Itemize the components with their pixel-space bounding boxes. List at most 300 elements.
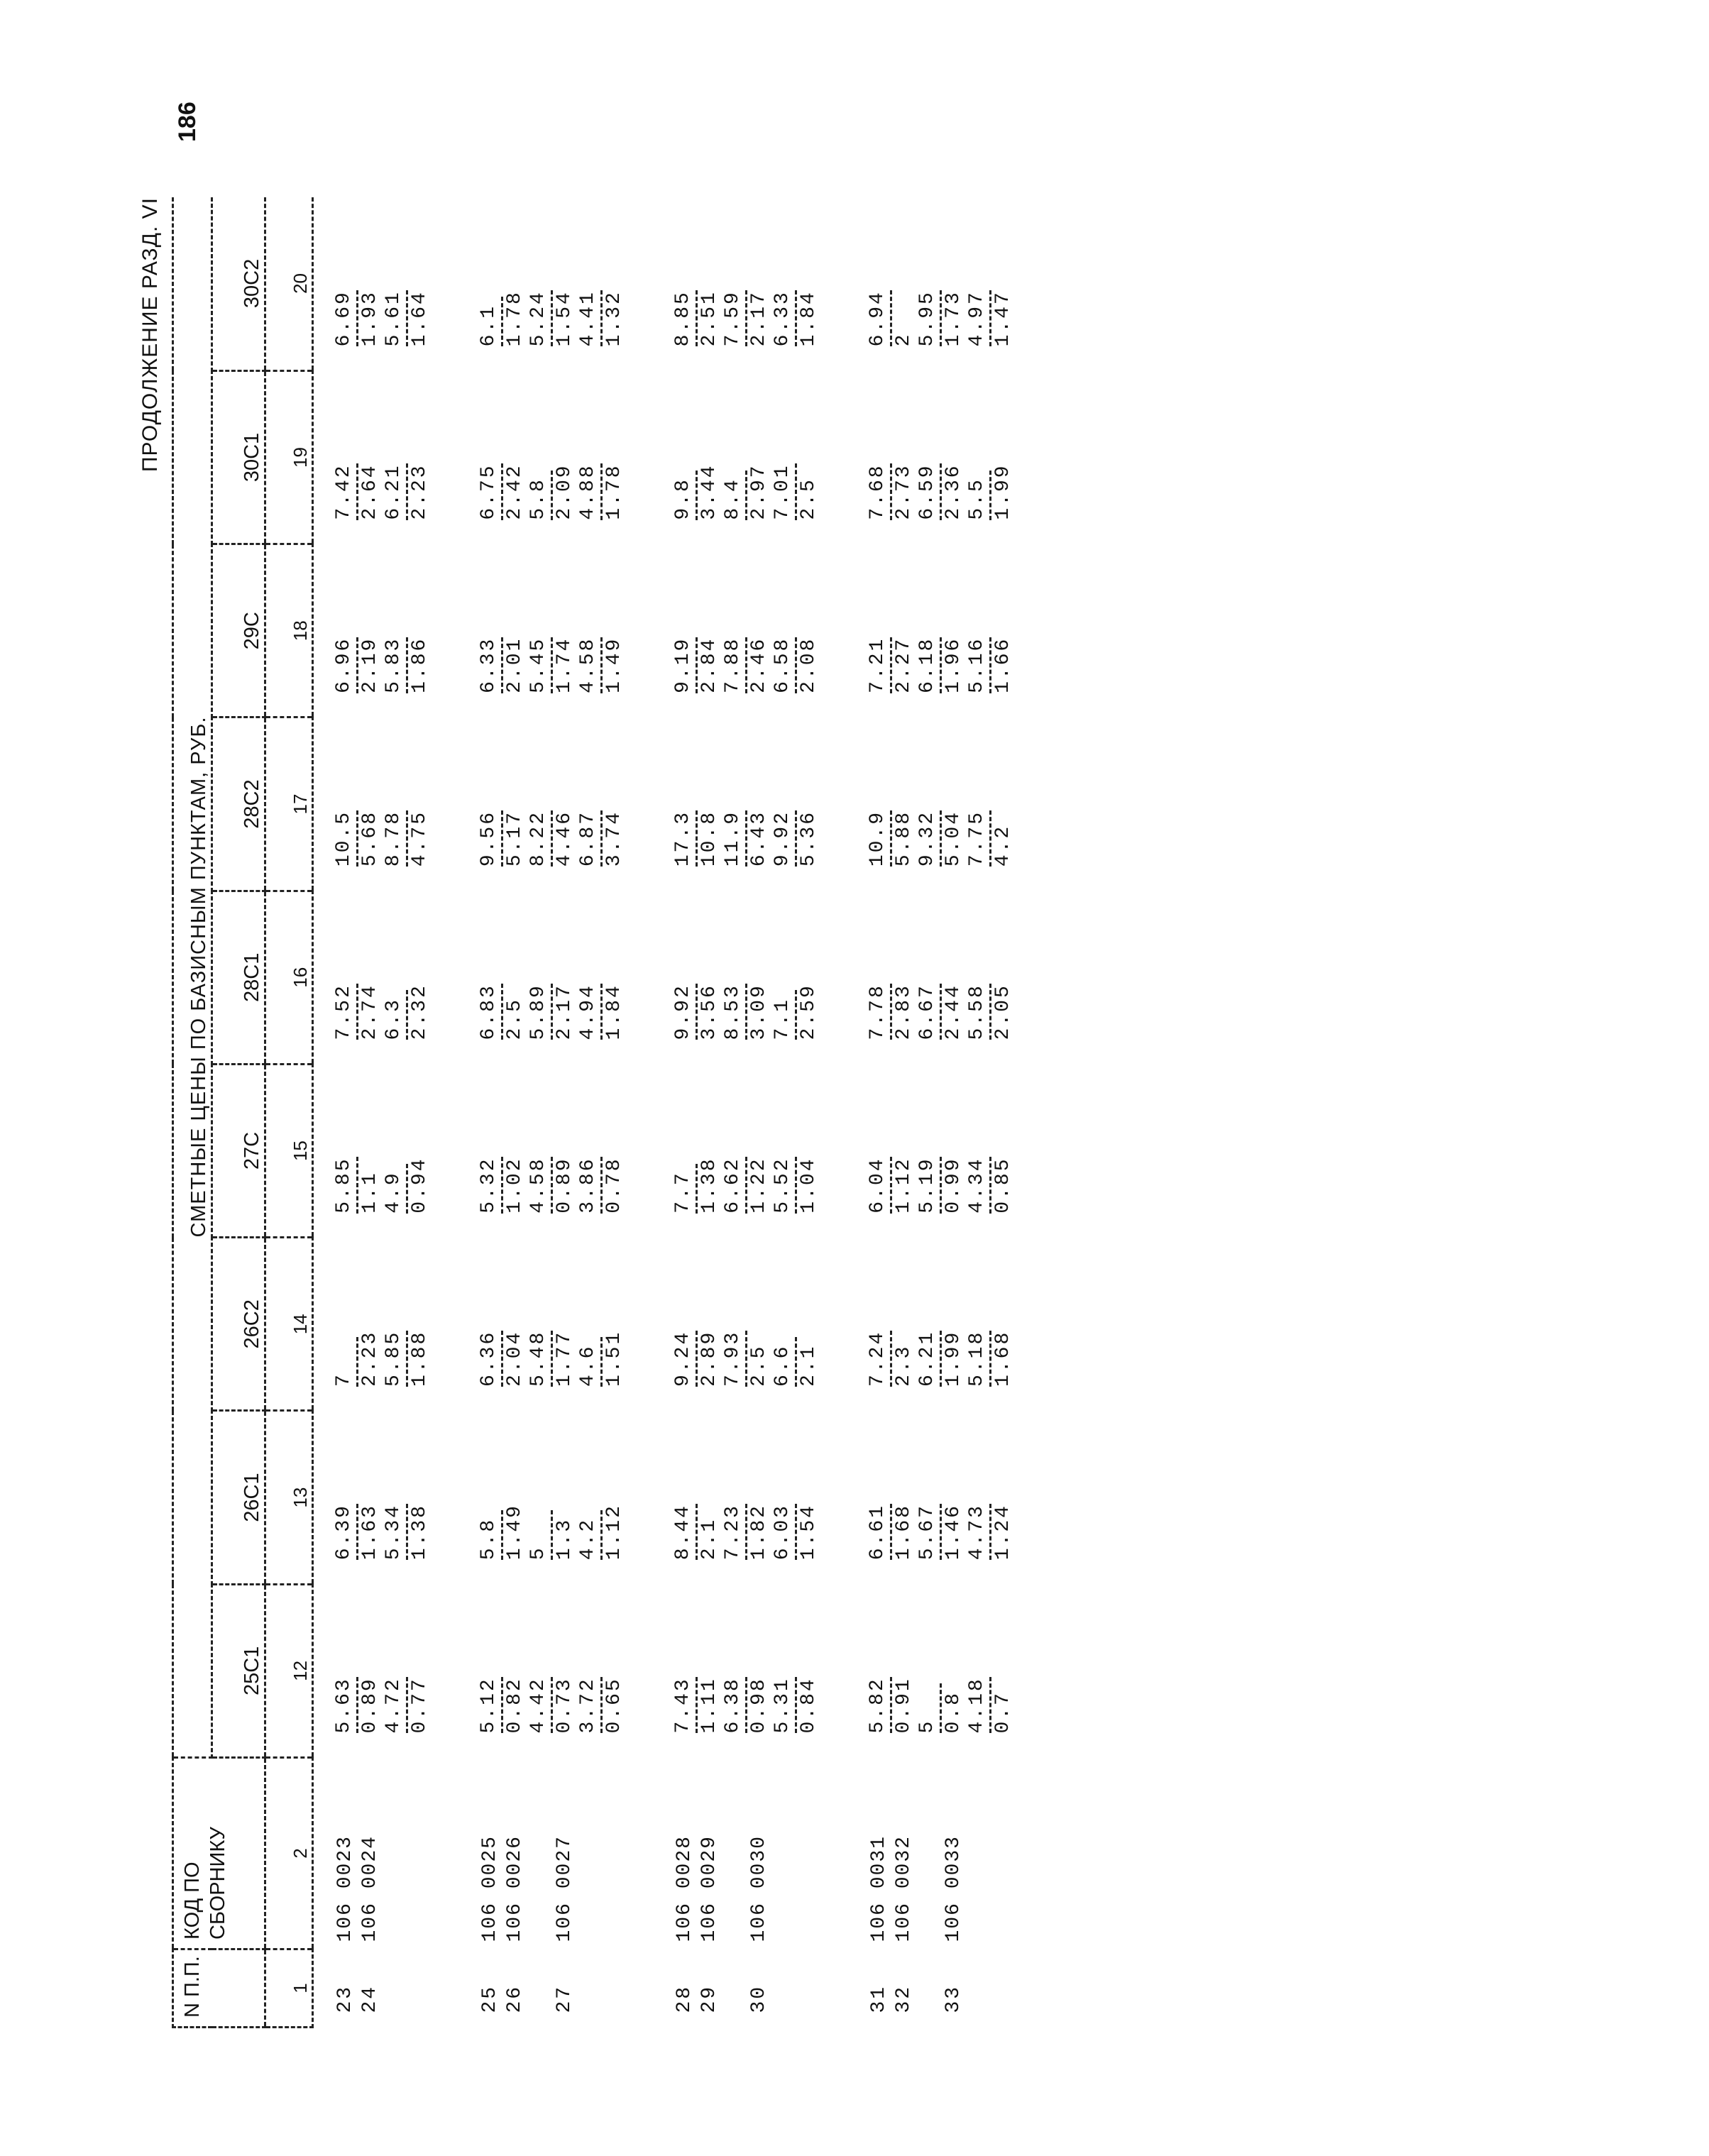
price-value: 0.99 — [943, 1157, 965, 1214]
price-value: 0.84 — [798, 1677, 820, 1734]
price-cell — [747, 1064, 771, 1237]
price-cell — [553, 370, 576, 544]
price-value: 6.61 — [866, 1504, 892, 1560]
price-value: 5 — [916, 1684, 942, 1734]
row-code: 106 0029 — [698, 1835, 720, 1942]
price-cell — [603, 370, 626, 544]
price-cell — [576, 197, 603, 370]
price-cell — [866, 370, 892, 544]
price-value: 0.8 — [943, 1691, 965, 1734]
price-cell — [965, 197, 991, 370]
price-cell — [603, 544, 626, 717]
price-value: 0.91 — [893, 1677, 915, 1734]
price-cell — [916, 717, 942, 891]
price-cell — [771, 717, 797, 891]
header-column: 26С1 — [212, 1411, 265, 1584]
price-cell — [527, 197, 553, 370]
price-value: 7.1 — [771, 990, 797, 1040]
price-value: 5 — [527, 1510, 553, 1560]
price-value: 0.98 — [748, 1677, 770, 1734]
price-cell — [527, 891, 553, 1064]
row-code: 106 0026 — [504, 1835, 526, 1942]
price-value: 7.42 — [332, 463, 358, 519]
price-cell — [892, 197, 916, 370]
price-cell — [721, 370, 747, 544]
price-value: 1.63 — [359, 1504, 381, 1561]
price-value: 5.82 — [866, 1677, 892, 1733]
price-value: 6.67 — [916, 984, 942, 1040]
price-value: 4.2 — [576, 1510, 603, 1560]
row-number — [382, 1949, 408, 2028]
table-row — [721, 197, 747, 2028]
price-value: 5.8 — [527, 471, 553, 520]
header-column-number: 2 — [265, 1758, 313, 1949]
price-cell — [797, 891, 820, 1064]
row-code — [797, 1758, 820, 1949]
price-value: 6.39 — [332, 1504, 358, 1560]
price-cell — [747, 544, 771, 717]
price-cell — [477, 1064, 503, 1237]
price-cell — [797, 1411, 820, 1584]
price-value: 1.99 — [943, 1330, 965, 1387]
price-value: 2.84 — [698, 637, 720, 693]
price-cell — [866, 1238, 892, 1411]
price-cell — [721, 717, 747, 891]
header-column-number: 19 — [265, 370, 313, 544]
price-value: 2.59 — [798, 984, 820, 1040]
price-cell — [553, 197, 576, 370]
price-value: 2.19 — [359, 637, 381, 693]
group-gap — [626, 197, 671, 2028]
price-value: 5.45 — [527, 637, 553, 693]
price-cell — [916, 197, 942, 370]
header-column: 29С — [212, 544, 265, 717]
price-value: 1.38 — [409, 1504, 431, 1561]
table-row — [408, 197, 432, 2028]
price-cell — [747, 370, 771, 544]
price-value: 4.9 — [382, 1164, 408, 1214]
price-cell — [991, 1584, 1015, 1757]
price-cell — [747, 891, 771, 1064]
price-value: 1.82 — [748, 1504, 770, 1561]
price-cell — [965, 891, 991, 1064]
table-row — [892, 197, 916, 2028]
price-value: 6.1 — [477, 297, 503, 346]
price-cell — [358, 544, 382, 717]
price-value: 4.2 — [992, 824, 1014, 867]
price-cell — [527, 1238, 553, 1411]
price-cell — [721, 1064, 747, 1237]
price-value: 1.47 — [992, 290, 1014, 347]
price-value: 2.97 — [748, 463, 770, 520]
price-value: 5.5 — [965, 471, 991, 520]
row-code: 106 0033 — [943, 1835, 965, 1942]
price-value: 2.64 — [359, 463, 381, 520]
price-value: 3.86 — [576, 1157, 603, 1213]
table-row — [916, 197, 942, 2028]
price-cell — [477, 370, 503, 544]
header-column-number: 16 — [265, 891, 313, 1064]
header-column-number: 14 — [265, 1238, 313, 1411]
row-code — [576, 1758, 603, 1949]
price-value: 1.38 — [698, 1157, 720, 1214]
price-cell — [991, 1411, 1015, 1584]
row-code: 106 0027 — [554, 1835, 576, 1942]
price-value: 7.75 — [965, 810, 991, 867]
row-code — [991, 1758, 1015, 1949]
price-value: 5.31 — [771, 1677, 797, 1733]
table-row — [313, 197, 359, 2028]
price-cell — [358, 1411, 382, 1584]
table-row — [797, 197, 820, 2028]
group-gap — [432, 197, 477, 2028]
price-cell — [866, 1064, 892, 1237]
price-cell — [892, 717, 916, 891]
header-column-number: 13 — [265, 1411, 313, 1584]
price-cell — [382, 717, 408, 891]
header-number-row — [265, 197, 313, 2028]
price-value: 2.23 — [359, 1330, 381, 1387]
row-number — [965, 1949, 991, 2028]
price-cell — [942, 1238, 965, 1411]
group-gap-cell — [432, 197, 477, 2028]
price-value: 5.89 — [527, 984, 553, 1040]
price-cell — [771, 1584, 797, 1757]
row-number: 24 — [359, 1984, 381, 2013]
price-cell — [698, 1238, 721, 1411]
price-cell — [942, 1411, 965, 1584]
row-code — [382, 1758, 408, 1949]
price-cell — [866, 717, 892, 891]
price-value: 2.32 — [409, 984, 431, 1040]
price-value: 2.05 — [992, 984, 1014, 1040]
price-value: 1.24 — [992, 1504, 1014, 1561]
price-cell — [553, 1238, 576, 1411]
price-value: 5.58 — [965, 984, 991, 1040]
price-cell — [892, 891, 916, 1064]
row-number — [408, 1949, 432, 2028]
group-gap — [820, 197, 866, 2028]
price-cell — [892, 1411, 916, 1584]
price-value: 4.58 — [576, 637, 603, 693]
price-value: 1.68 — [893, 1504, 915, 1561]
price-value: 6.58 — [771, 637, 797, 693]
price-value: 1.84 — [603, 984, 625, 1040]
price-value: 1.51 — [603, 1330, 625, 1387]
price-cell — [797, 1238, 820, 1411]
price-cell — [527, 544, 553, 717]
header-column-number: 20 — [265, 197, 313, 370]
price-cell — [721, 1584, 747, 1757]
price-cell — [698, 544, 721, 717]
price-cell — [965, 1238, 991, 1411]
price-value: 5.85 — [382, 1331, 408, 1387]
price-value: 6.43 — [748, 810, 770, 867]
row-code: 106 0023 — [334, 1835, 356, 1942]
price-cell — [747, 1238, 771, 1411]
price-value: 1.12 — [603, 1504, 625, 1561]
row-number: 29 — [698, 1984, 720, 2013]
price-value: 1.54 — [554, 290, 576, 347]
price-value: 2 — [893, 332, 915, 347]
price-value: 6.33 — [771, 290, 797, 346]
price-cell — [408, 891, 432, 1064]
price-cell — [797, 197, 820, 370]
price-cell — [503, 197, 527, 370]
price-cell — [866, 1584, 892, 1757]
price-value: 2.5 — [504, 998, 526, 1040]
price-cell — [313, 1584, 359, 1757]
price-cell — [916, 370, 942, 544]
header-column: 27С — [212, 1064, 265, 1237]
price-value: 7.01 — [771, 463, 797, 519]
row-number: 30 — [748, 1984, 770, 2013]
price-cell — [477, 891, 503, 1064]
price-value: 2.01 — [504, 637, 526, 693]
row-number: 27 — [554, 1984, 576, 2013]
price-value: 7.93 — [721, 1331, 747, 1387]
price-value: 7.24 — [866, 1331, 892, 1387]
price-value: 5.8 — [477, 1510, 503, 1560]
table-row — [965, 197, 991, 2028]
price-cell — [576, 544, 603, 717]
price-cell — [916, 1238, 942, 1411]
header-column-number: 17 — [265, 717, 313, 891]
price-cell — [671, 1584, 698, 1757]
row-code: 106 0031 — [868, 1835, 890, 1942]
price-cell — [576, 1584, 603, 1757]
price-value: 1.49 — [603, 637, 625, 693]
row-number: 31 — [868, 1984, 890, 2013]
row-code — [408, 1758, 432, 1949]
price-cell — [942, 1064, 965, 1237]
price-value: 6.3 — [382, 990, 408, 1040]
row-code: 106 0030 — [748, 1835, 770, 1942]
price-value: 7.7 — [671, 1164, 698, 1214]
price-cell — [553, 544, 576, 717]
price-value: 6.6 — [771, 1337, 797, 1387]
price-value: 3.72 — [576, 1677, 603, 1733]
price-cell — [916, 544, 942, 717]
group-gap-cell — [820, 197, 866, 2028]
price-cell — [382, 1064, 408, 1237]
price-cell — [671, 1411, 698, 1584]
price-cell — [797, 544, 820, 717]
price-value: 9.92 — [771, 810, 797, 867]
price-value: 2.04 — [504, 1330, 526, 1387]
price-cell — [671, 891, 698, 1064]
row-number — [576, 1949, 603, 2028]
price-cell — [965, 370, 991, 544]
price-cell — [358, 1064, 382, 1237]
price-cell — [747, 197, 771, 370]
price-value: 5.19 — [916, 1157, 942, 1213]
price-value: 10.9 — [866, 810, 892, 867]
price-cell — [797, 370, 820, 544]
price-value: 0.85 — [992, 1157, 1014, 1214]
price-cell — [477, 1411, 503, 1584]
price-cell — [382, 370, 408, 544]
row-number — [771, 1949, 797, 2028]
price-cell — [603, 891, 626, 1064]
price-value: 8.53 — [721, 984, 747, 1040]
price-cell — [991, 370, 1015, 544]
price-value: 3.56 — [698, 984, 720, 1040]
price-value: 2.42 — [504, 463, 526, 520]
price-cell — [313, 544, 359, 717]
table-row — [991, 197, 1015, 2028]
price-cell — [747, 717, 771, 891]
page-number: 186 — [174, 101, 201, 142]
price-value: 6.04 — [866, 1157, 892, 1213]
price-cell — [721, 1411, 747, 1584]
price-value: 5.52 — [771, 1157, 797, 1213]
header-column-number: 12 — [265, 1584, 313, 1757]
price-cell — [382, 891, 408, 1064]
price-cell — [991, 197, 1015, 370]
price-value: 9.24 — [671, 1331, 698, 1387]
price-cell — [965, 1584, 991, 1757]
price-cell — [477, 197, 503, 370]
price-cell — [698, 197, 721, 370]
price-value: 6.18 — [916, 637, 942, 693]
price-value: 5.68 — [359, 810, 381, 867]
price-cell — [721, 1238, 747, 1411]
price-cell — [797, 1584, 820, 1757]
table-row — [358, 197, 382, 2028]
table-header — [173, 197, 313, 2028]
price-value: 1.54 — [798, 1504, 820, 1561]
section-continuation-heading: ПРОДОЛЖЕНИЕ РАЗД. VI — [138, 197, 162, 473]
row-code — [965, 1758, 991, 1949]
price-value: 1.84 — [798, 290, 820, 347]
price-value: 2.74 — [359, 984, 381, 1040]
price-cell — [503, 1411, 527, 1584]
price-value: 5.83 — [382, 637, 408, 693]
price-cell — [408, 197, 432, 370]
price-value: 11.9 — [721, 810, 747, 867]
price-cell — [503, 891, 527, 1064]
row-number: 23 — [334, 1984, 356, 2013]
price-cell — [503, 717, 527, 891]
price-value: 1.04 — [798, 1157, 820, 1214]
price-value: 0.7 — [992, 1691, 1014, 1734]
row-number — [527, 1949, 553, 2028]
row-number: 25 — [479, 1984, 501, 2013]
table-row — [942, 197, 965, 2028]
price-cell — [382, 1584, 408, 1757]
price-value: 10.5 — [332, 810, 358, 867]
row-code — [721, 1758, 747, 1949]
price-value: 5.48 — [527, 1331, 553, 1387]
price-value: 9.56 — [477, 810, 503, 867]
price-cell — [892, 1064, 916, 1237]
price-value: 7.88 — [721, 637, 747, 693]
header-title-row — [173, 197, 212, 2028]
price-value: 8.22 — [527, 810, 553, 867]
price-value: 7.59 — [721, 290, 747, 346]
header-column: 25С1 — [212, 1584, 265, 1757]
price-value: 1.3 — [554, 1517, 576, 1561]
price-cell — [313, 197, 359, 370]
price-cell — [942, 717, 965, 891]
price-cell — [358, 370, 382, 544]
price-value: 7.21 — [866, 637, 892, 693]
price-cell — [503, 1064, 527, 1237]
price-cell — [576, 1411, 603, 1584]
price-cell — [313, 1411, 359, 1584]
price-value: 1.64 — [409, 290, 431, 347]
price-value: 1.93 — [359, 290, 381, 347]
price-value: 8.4 — [721, 471, 747, 520]
price-value: 7.23 — [721, 1504, 747, 1560]
table-body — [313, 197, 1016, 2028]
price-cell — [866, 1411, 892, 1584]
row-code: 106 0024 — [359, 1835, 381, 1942]
header-column: 26С2 — [212, 1238, 265, 1411]
row-number: 32 — [893, 1984, 915, 2013]
price-value: 1.88 — [409, 1330, 431, 1387]
price-cell — [358, 717, 382, 891]
price-cell — [603, 1238, 626, 1411]
price-cell — [916, 1584, 942, 1757]
price-cell — [553, 1411, 576, 1584]
price-cell — [313, 370, 359, 544]
price-value: 2.1 — [798, 1344, 820, 1387]
price-value: 4.88 — [576, 463, 603, 519]
row-code — [603, 1758, 626, 1949]
price-value: 6.36 — [477, 1331, 503, 1387]
price-cell — [671, 544, 698, 717]
table-row — [603, 197, 626, 2028]
row-code: 106 0028 — [674, 1835, 696, 1942]
price-cell — [747, 1411, 771, 1584]
header-column: 30С1 — [212, 370, 265, 544]
header-column-number: 15 — [265, 1064, 313, 1237]
price-cell — [942, 197, 965, 370]
price-cell — [942, 544, 965, 717]
price-value: 17.3 — [671, 810, 698, 867]
price-value: 2.46 — [748, 637, 770, 693]
price-value: 6.21 — [916, 1331, 942, 1387]
price-value: 1.11 — [698, 1677, 720, 1734]
price-cell — [942, 370, 965, 544]
price-cell — [477, 1238, 503, 1411]
table-row — [771, 197, 797, 2028]
price-value: 9.19 — [671, 637, 698, 693]
price-cell — [527, 1411, 553, 1584]
price-value: 3.09 — [748, 984, 770, 1040]
row-code — [771, 1758, 797, 1949]
price-cell — [965, 1064, 991, 1237]
price-cell — [698, 717, 721, 891]
price-cell — [916, 891, 942, 1064]
price-cell — [576, 717, 603, 891]
price-value: 2.23 — [409, 463, 431, 520]
table-row — [477, 197, 503, 2028]
price-cell — [408, 1064, 432, 1237]
price-cell — [771, 1411, 797, 1584]
price-cell — [503, 544, 527, 717]
price-cell — [503, 370, 527, 544]
price-value: 6.38 — [721, 1677, 747, 1733]
price-cell — [797, 717, 820, 891]
price-cell — [671, 197, 698, 370]
price-value: 4.75 — [409, 810, 431, 867]
price-value: 10.8 — [698, 810, 720, 867]
price-value: 5.16 — [965, 637, 991, 693]
row-code — [527, 1758, 553, 1949]
